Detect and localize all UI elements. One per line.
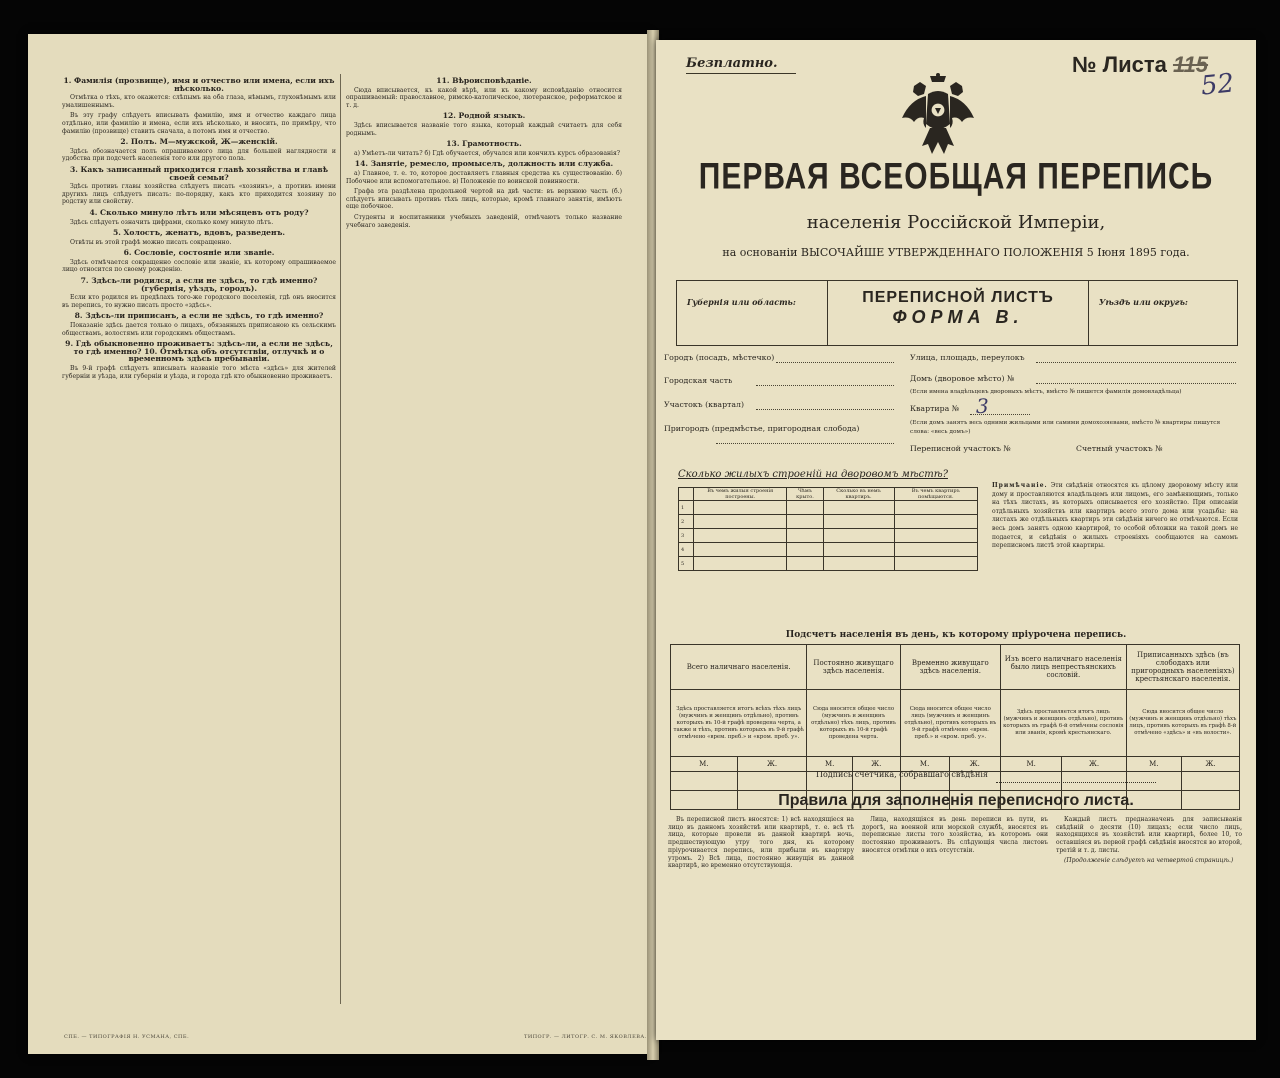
sheet-number-struck: 115 — [1172, 52, 1209, 77]
suburb-rule — [716, 443, 894, 444]
printer-imprint-right: ТИПОГР. — ЛИТОГР. С. М. ЯКОВЛЕВА. — [524, 1034, 647, 1040]
section-text: Студенты и воспитанники учебныхъ заведеній, отмѣчаютъ только название учебнаго заведенія. — [346, 213, 622, 229]
section-text: Графа эта раздѣлена продольной чертой на двѣ части: въ верхнюю часть (б.) слѣдуетъ вписывать противъ тѣхъ лицъ, которые, кромѣ главнаго занятія, имѣютъ еще побочное. — [346, 188, 622, 211]
apartment-value: 3 — [976, 394, 989, 418]
count-header: Приписанныхъ здѣсь (въ слободахъ или пригородныхъ населеніяхъ) крестьянскаго населенія. — [1126, 645, 1239, 690]
section-heading: 5. Холостъ, женатъ, вдовъ, разведенъ. — [112, 228, 286, 238]
precinct-rule — [756, 409, 894, 410]
column-divider — [340, 74, 341, 1004]
instructions-column-1 — [62, 74, 336, 1014]
section-text: Здѣсь обозначается полъ опрашиваемого лица для большей наглядности и удобства при подсчетѣ населенія того или другого пола. — [62, 147, 336, 163]
population-count-table — [670, 644, 1240, 810]
section-text: Здѣсь слѣдуетъ означить цифрами, сколько кому минуло лѣтъ. — [70, 218, 274, 226]
female-header: Ж. — [1181, 757, 1239, 772]
section-heading: 12. Родной языкъ. — [442, 111, 526, 121]
right-page — [656, 40, 1256, 1040]
buildings-table — [678, 487, 978, 571]
precinct-label: Участокъ (квартал) — [664, 400, 745, 409]
section-text: Сюда вписывается, къ какой вѣрѣ, или къ какому исповѣданію относится опрашиваемый: православное, римско-католическое, лютеранское, реформатское и т. д. — [346, 86, 622, 109]
city-part-label: Городская часть — [664, 376, 733, 385]
section-heading: 7. Здѣсь-ли родился, а если не здѣсь, то гдѣ именно? (губернія, уѣздъ, городъ). — [80, 276, 318, 293]
note-text: Эти свѣдѣнія относятся къ цѣлому дворовому мѣсту или дому и проставляются владѣльцемъ или лицомъ, его замѣняющимъ, только на тѣхъ листахъ, въ которыхъ описывается его хозяйство. При описаніи отдѣльныхъ хозяйствъ или квартиръ всего этого дома или усадьбы: на листахъ же отдѣльныхъ квартиръ эти свѣдѣнія ничего не отмѣчаются. Если весь домъ занятъ одною квартирой, то особой обложки на такой домъ не подается, и свѣдѣнія о жилыхъ строеніяхъ сообщаются на самомъ переписномъ листѣ этой квартиры. — [992, 482, 1238, 550]
handwritten-sheet-number: 52 — [1199, 68, 1236, 102]
table-row — [679, 557, 978, 571]
city-rule — [776, 362, 894, 363]
section-heading: 4. Сколько минуло лѣтъ или мѣсяцевъ отъ роду? — [89, 207, 309, 217]
free-label: Безплатно. — [686, 56, 778, 71]
rules-text-1: Въ переписной листъ вносятся: 1) всѣ находящіеся на лицо въ данномъ хозяйствѣ или квартирѣ, т. е. всѣ тѣ лица, которые провели въ данной квартирѣ ночь, предшествующую утру того дня, къ которому пріурочивается перепись, или прибыли въ квартиру утромъ. 2) Всѣ лица, постоянно живущія въ данной квартирѣ, но временно отсутствующія. — [668, 816, 854, 870]
buildings-note — [992, 482, 1238, 551]
census-basis: на основаніи ВЫСОЧАЙШЕ УТВЕРЖДЕННАГО ПОЛОЖЕНІЯ 5 Іюня 1895 года. — [722, 246, 1190, 259]
section-heading: 1. Фамилія (прозвище), имя и отчество или имена, если ихъ нѣсколько. — [63, 76, 335, 93]
buildings-header: Въ чемъ квартиръ помѣщаются. — [894, 488, 977, 501]
city-label: Городъ (посадъ, мѣстечко) — [664, 353, 775, 362]
row-number: 2 — [679, 515, 694, 529]
section-text: Если кто родился въ предѣлахъ того-же городского поселенія, гдѣ онъ вносится въ перепись, то нужно писать просто «здѣсь». — [62, 294, 336, 309]
instructions-column-2 — [346, 74, 622, 1014]
census-district-label: Переписной участокъ № — [910, 444, 1011, 453]
street-label: Улица, площадь, переулокъ — [910, 353, 1025, 362]
form-header-box — [676, 280, 1238, 346]
form-title: ПЕРЕПИСНОЙ ЛИСТЪ — [862, 289, 1054, 306]
province-label: Губернія или область: — [687, 297, 796, 307]
buildings-header-row — [679, 488, 978, 501]
section-heading: 6. Сословіе, состояніе или званіе. — [123, 248, 275, 258]
buildings-header: Чѣмъ крыто. — [787, 488, 823, 501]
form-type: ФОРМА В. — [892, 307, 1024, 327]
section-heading: 11. Вѣроисповѣданіе. — [436, 76, 532, 85]
house-rule — [1036, 383, 1236, 384]
section-heading: 3. Какъ записанный приходится главѣ хозяйства и главѣ своей семьи? — [69, 164, 329, 182]
row-number: 1 — [679, 501, 694, 515]
signer-rule — [996, 782, 1156, 783]
section-text: а) Главное, т. е. то, которое доставляетъ главныя средства къ существованію. б) Побочное или вспомогательное. в) Положеніе по воинской повинности. — [346, 169, 622, 185]
section-heading: 8. Здѣсь-ли приписанъ, а если не здѣсь, то гдѣ именно? — [74, 311, 324, 321]
male-header: М. — [1000, 757, 1061, 772]
signer-label: Подпись счетчика, собравшаго свѣдѣнія — [816, 770, 988, 779]
section-text: Отвѣты въ этой графѣ можно писать сокращенно. — [70, 238, 232, 246]
count-header: Изъ всего наличнаго населенія было лицъ непрестьянскихъ сословій. — [1000, 645, 1126, 690]
house-label: Домъ (дворовое мѣсто) № — [910, 374, 1015, 383]
left-page — [28, 34, 650, 1054]
buildings-header: Въ чемъ жилыя строенія построены. — [694, 488, 787, 501]
house-note: (Если имена владѣльцевъ дворовыхъ мѣстъ, вмѣсто № пишется фамилія домовладѣльца) — [910, 389, 1182, 395]
female-header: Ж. — [949, 757, 1000, 772]
male-header: М. — [900, 757, 949, 772]
double-headed-eagle-icon — [900, 72, 976, 162]
free-label-rule — [686, 73, 796, 74]
apartment-rule — [970, 414, 1030, 415]
section-text: а) Умѣетъ-ли читать? б) Гдѣ обучается, обучался или кончилъ курсъ образованія? — [354, 149, 621, 157]
count-header: Временно живущаго здѣсь населенія. — [900, 645, 1000, 690]
table-row — [679, 501, 978, 515]
count-header: Постоянно живущаго здѣсь населенія. — [807, 645, 900, 690]
district-cell — [1087, 281, 1237, 345]
buildings-header: Сколько въ немъ квартиръ. — [823, 488, 894, 501]
street-rule — [1036, 362, 1236, 363]
rules-title: Правила для заполненія переписного листа. — [778, 792, 1134, 809]
section-heading: 14. Занятіе, ремесло, промыселъ, должность или служба. — [354, 159, 614, 169]
district-label: Уѣздъ или округъ: — [1099, 297, 1188, 307]
rules-continued: (Продолженіе слѣдуетъ на четвертой страницѣ.) — [1064, 856, 1234, 864]
female-header: Ж. — [737, 757, 807, 772]
form-title-cell — [827, 281, 1089, 345]
sheet-number-label: № Листа — [1072, 52, 1167, 77]
apartment-note: (Если домъ занятъ весь одними жильцами или самими домохозяевами, вмѣсто № квартиры пишутся слова: «весь домъ») — [910, 420, 1221, 435]
rules-text-3: Каждый листъ предназначенъ для записыванія свѣдѣній о десяти (10) лицахъ; если число лицъ, находящихся въ хозяйствѣ или квартирѣ, более 10, то оставшіяся въ первой графѣ свѣдѣнія вносятся во второй, третій и т. д. листы. — [1056, 816, 1242, 854]
count-description: Сюда вносится общее число лицъ (мужчинъ и женщинъ отдѣльно), противъ которыхъ въ 9-й графѣ отмѣчено «врем. преб.» и «кром. преб. у». — [900, 690, 1000, 757]
rules-text-2: Лица, находящіяся въ день переписи въ пути, въ дорогѣ, на военной или морской службѣ, вносятся въ переписные листы того хозяйства, въ которомъ они постоянно проживаютъ. Въ слѣдующія числа листовъ вносятся отмѣтки о ихъ отсутствіи. — [862, 816, 1048, 854]
note-lead: Примѣчаніе. — [992, 482, 1048, 489]
counter-district-label: Счетный участокъ № — [1076, 444, 1163, 453]
suburb-label: Пригородъ (предмѣстье, пригородная слобода) — [664, 424, 860, 433]
table-row — [679, 543, 978, 557]
section-text: Въ 9-й графѣ слѣдуетъ вписывать названіе того мѣста «здѣсь» для жителей губерніи и уѣзда, или губерніи и уѣзда, и города гдѣ кто обыкновенно проживаетъ. — [62, 365, 336, 380]
row-number: 4 — [679, 543, 694, 557]
section-text: Здѣсь вписывается названіе того языка, который каждый считаетъ для себя роднымъ. — [346, 121, 622, 137]
buildings-title: Сколько жилыхъ строеній на дворовомъ мѣстѣ? — [678, 469, 948, 480]
count-header: Всего наличнаго населенія. — [671, 645, 807, 690]
rules-column-1 — [668, 816, 854, 1026]
female-header: Ж. — [1062, 757, 1126, 772]
male-header: М. — [807, 757, 853, 772]
rules-column-2 — [862, 816, 1048, 1026]
section-text: Здѣсь противъ главы хозяйства слѣдуетъ писать «хозяинъ», а противъ имени другихъ лицъ слѣдуетъ писать: по-порядку, какъ кто приходится хозяину по родству или свойству. — [62, 183, 336, 206]
count-title: Подсчетъ населенія въ день, къ которому пріурочена перепись. — [785, 630, 1127, 640]
row-number: 3 — [679, 529, 694, 543]
table-row — [679, 529, 978, 543]
rules-column-3 — [1056, 816, 1242, 1026]
section-text: Отмѣтка о тѣхъ, кто окажется: слѣпымъ на оба глаза, нѣмымъ, глухонѣмымъ или умалишеннымъ. — [62, 94, 336, 109]
section-text: Въ эту графу слѣдуетъ вписывать фамилію, имя и отчество каждаго лица отдѣльно, или фамилію и имена, если ихъ нѣсколько, и вносить, по примѣру, что фамилію (прозвище) ставить сначала, а потомъ имя и отчество. — [62, 112, 336, 135]
male-header: М. — [671, 757, 738, 772]
count-description: Сюда вносится общее число (мужчинъ и женщинъ отдѣльно) тѣхъ лицъ, противъ которыхъ въ графѣ 8-й отмѣчено «здѣсь» и «въ волости». — [1126, 690, 1239, 757]
section-text: Показаніе здѣсь дается только о лицахъ, обязанныхъ приписаною къ сельскимъ обществамъ, волостямъ или городскимъ обществамъ. — [62, 322, 336, 337]
female-header: Ж. — [852, 757, 900, 772]
printer-imprint-left: СПБ. — ТИПОГРАФІЯ Н. УСМАНА, СПБ. — [64, 1034, 190, 1040]
province-cell — [677, 281, 827, 345]
count-header-row — [671, 645, 1240, 690]
row-number: 5 — [679, 557, 694, 571]
apartment-label: Квартира № — [910, 404, 960, 413]
section-heading: 9. Гдѣ обыкновенно проживаетъ: здѣсь-ли, а если не здѣсь, то гдѣ именно? 10. Отмѣтка объ отсутствіи, отлучкѣ и о временномъ здѣсь пребываніи. — [65, 339, 333, 364]
section-heading: 13. Грамотность. — [446, 139, 522, 149]
table-row — [679, 515, 978, 529]
count-description-row — [671, 690, 1240, 757]
male-header: М. — [1126, 757, 1181, 772]
city-part-rule — [756, 385, 894, 386]
count-description: Сюда вносится общее число (мужчинъ и женщинъ отдѣльно) тѣхъ лицъ, противъ которыхъ въ 10-й графѣ проведена черта. — [807, 690, 900, 757]
section-heading: 2. Полъ. М—мужской, Ж—женскій. — [120, 137, 278, 147]
census-title: ПЕРВАЯ ВСЕОБЩАЯ ПЕРЕПИСЬ — [698, 155, 1214, 197]
count-description: Здѣсь проставляется итогъ всѣхъ тѣхъ лицъ (мужчинъ и женщинъ отдѣльно), противъ которыхъ въ 10-й графѣ проведена черта, а также и тѣхъ, противъ которыхъ въ 9-й графѣ отмѣчено «врем. преб.» и «кром. преб. у». — [671, 690, 807, 757]
section-text: Здѣсь отмѣчается сокращенно сословіе или званіе, къ которому опрашиваемое лицо относится по своему рожденію. — [62, 258, 336, 274]
sheet-number — [1072, 52, 1208, 78]
census-subtitle: населенія Россійской Имперіи, — [806, 212, 1106, 233]
count-description: Здѣсь проставляется итогъ лицъ (мужчинъ и женщинъ отдѣльно), противъ которыхъ въ графѣ 6-й отмѣчены сословія или званія, кромѣ крестьянскаго. — [1000, 690, 1126, 757]
